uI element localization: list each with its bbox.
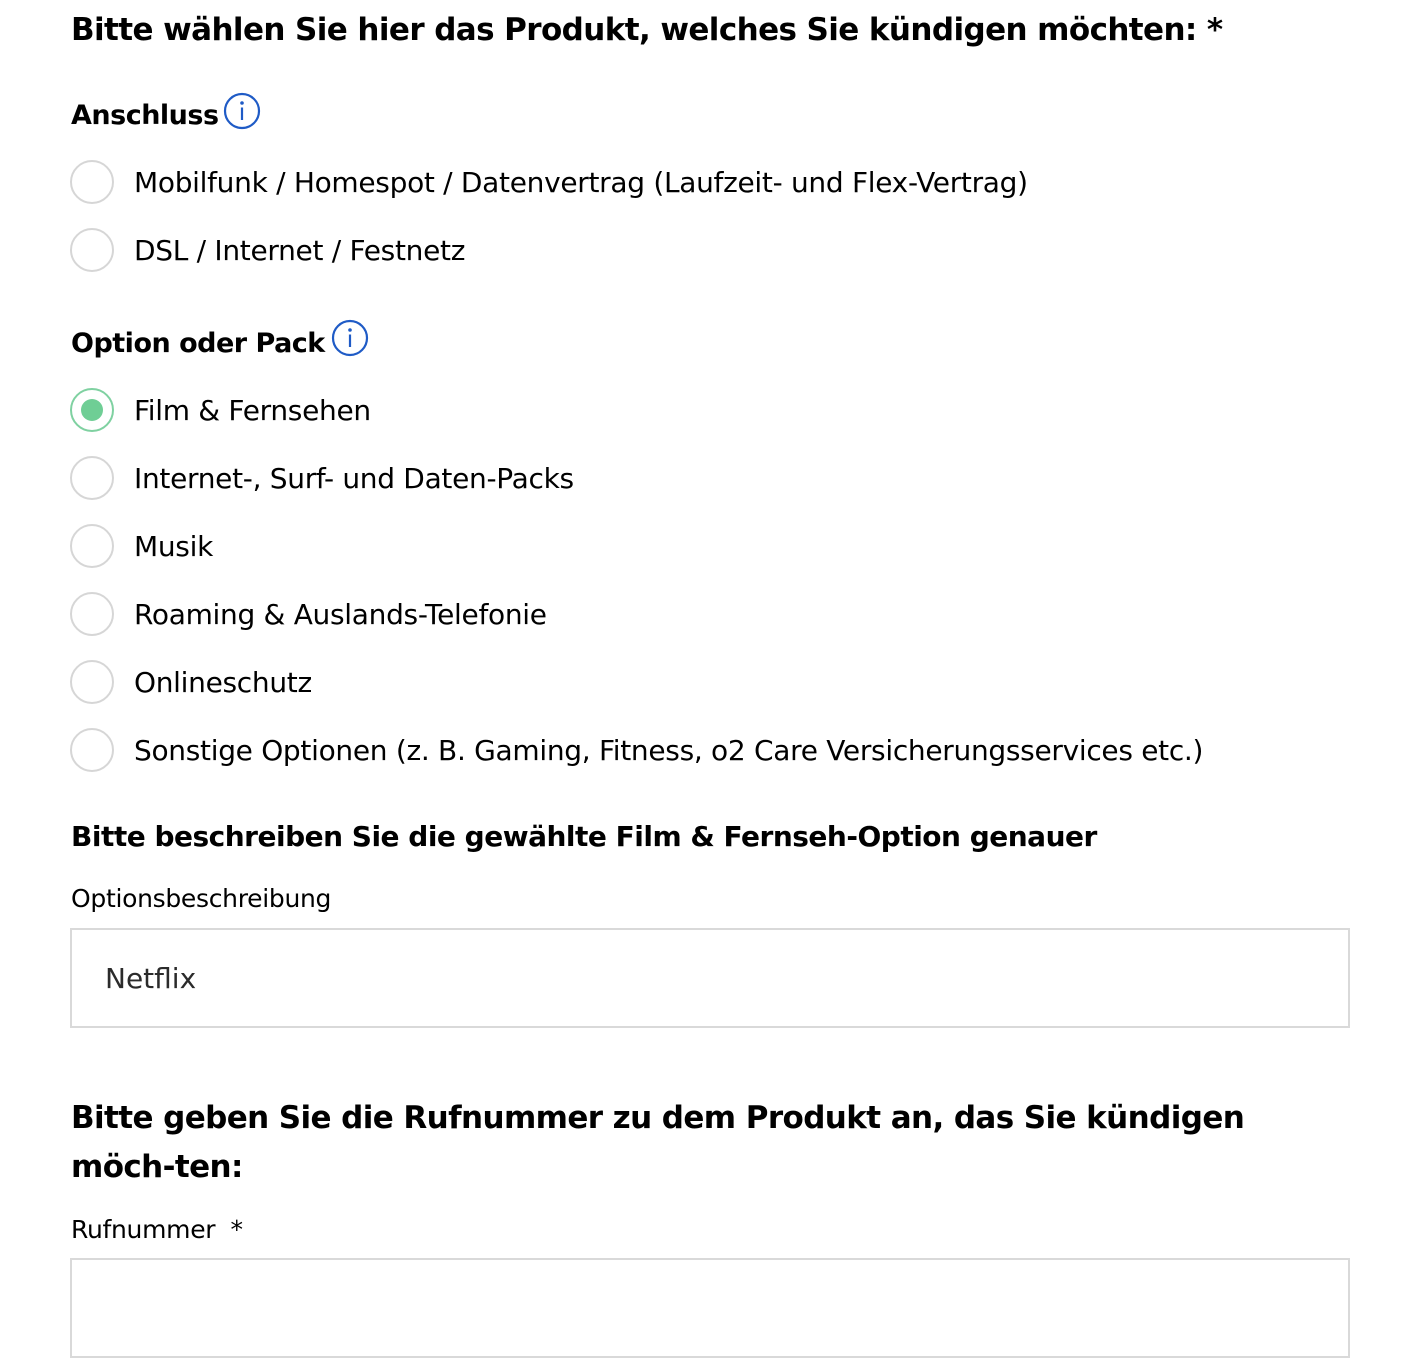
radio-button[interactable] xyxy=(70,524,114,568)
info-circle-icon[interactable] xyxy=(331,319,369,357)
phone-field-label: Rufnummer * xyxy=(71,1215,243,1244)
radio-option-onlineschutz[interactable] xyxy=(70,658,312,706)
phone-number-input[interactable] xyxy=(70,1258,1350,1358)
radio-label: DSL / Internet / Festnetz xyxy=(134,233,466,267)
group-label-anschluss: Anschluss xyxy=(71,100,219,131)
description-heading: Bitte beschreiben Sie die gewählte Film & Fernseh-Option genauer xyxy=(71,820,1097,853)
radio-button[interactable] xyxy=(70,456,114,500)
radio-label: Film & Fernsehen xyxy=(134,393,371,427)
radio-option-mobilfunk[interactable] xyxy=(70,158,1028,206)
radio-label: Internet-, Surf- und Daten-Packs xyxy=(134,461,574,495)
radio-label: Roaming & Auslands-Telefonie xyxy=(134,597,547,631)
radio-label: Mobilfunk / Homespot / Datenvertrag (Laufzeit- und Flex-Vertrag) xyxy=(134,165,1028,199)
info-circle-icon[interactable] xyxy=(223,92,261,130)
radio-selected-dot xyxy=(81,399,103,421)
radio-option-roaming[interactable] xyxy=(70,590,547,638)
radio-option-sonstige[interactable] xyxy=(70,726,1203,774)
option-description-input[interactable] xyxy=(70,928,1350,1028)
radio-option-dsl[interactable] xyxy=(70,226,465,274)
page-heading: Bitte wählen Sie hier das Produkt, welches Sie kündigen möchten: * xyxy=(71,12,1223,48)
description-field-label: Optionsbeschreibung xyxy=(71,884,332,913)
radio-option-internet-packs[interactable] xyxy=(70,454,574,502)
phone-heading: Bitte geben Sie die Rufnummer zu dem Produkt an, das Sie kündigen möch-ten: xyxy=(71,1100,1245,1185)
radio-button[interactable] xyxy=(70,592,114,636)
radio-option-film-fernsehen[interactable] xyxy=(70,386,371,434)
radio-label: Sonstige Optionen (z. B. Gaming, Fitness, o2 Care Versicherungsservices etc.) xyxy=(134,733,1204,767)
radio-label: Onlineschutz xyxy=(134,665,312,699)
radio-button[interactable] xyxy=(70,160,114,204)
radio-button[interactable] xyxy=(70,728,114,772)
radio-option-musik[interactable] xyxy=(70,522,213,570)
radio-button[interactable] xyxy=(70,660,114,704)
radio-button[interactable] xyxy=(70,228,114,272)
radio-button-selected[interactable] xyxy=(70,388,114,432)
group-label-option-pack: Option oder Pack xyxy=(71,328,325,359)
radio-label: Musik xyxy=(134,529,213,563)
